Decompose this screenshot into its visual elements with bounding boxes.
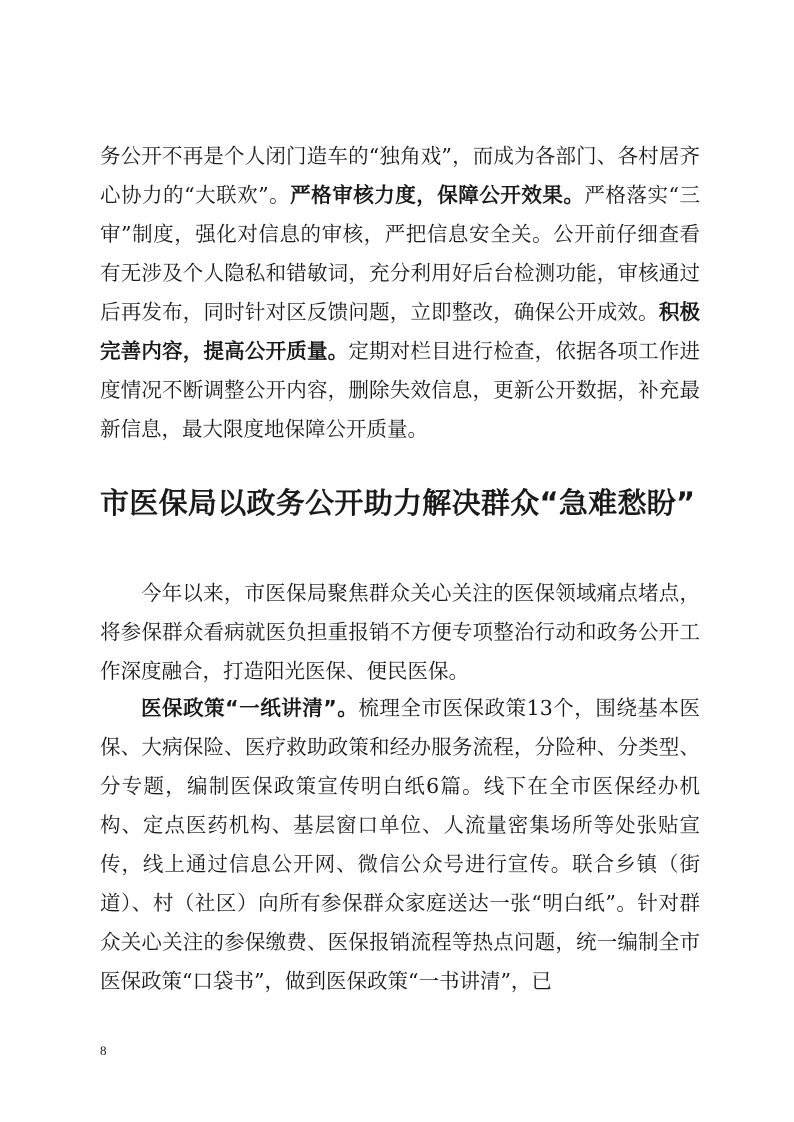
- paragraph-text: 务公开不再是个人闭门造车的“独角戏”，而成为各部门、各村居齐心协力的“大联欢”。: [100, 144, 700, 207]
- bold-subheading-improve-content: 积极完善内容，提高公开质量。: [100, 300, 701, 363]
- bold-subheading-strict-review: 严格审核力度，保障公开效果。: [290, 183, 585, 207]
- paragraph-text: 定期对栏目进行检查，依据各项工作进度情况不断调整公开内容，删除失效信息，更新公开数据，补充最新信息，最大限度地保障公开质量。: [100, 339, 701, 441]
- body-paragraph-intro: [100, 574, 700, 691]
- paragraph-text: 今年以来，市医保局聚焦群众关心关注的医保领域痛点堵点，将参保群众看病就医负担重报销不方便专项整治行动和政务公开工作深度融合，打造阳光医保、便民医保。: [100, 581, 700, 683]
- body-paragraph-disclosure-review: [100, 137, 700, 449]
- paragraph-text: 严格落实“三审”制度，强化对信息的审核，严把信息安全关。公开前仔细查看有无涉及个人隐私和错敏词，充分利用好后台检测功能，审核通过后再发布，同时针对区反馈问题，立即整改，确保公开成效。: [100, 183, 700, 324]
- page-number: 8: [100, 1043, 107, 1058]
- bold-subheading-policy-sheet: 医保政策“一纸讲清”。: [141, 696, 359, 720]
- paragraph-text: 梳理全市医保政策13个，围绕基本医保、大病保险、医疗救助政策和经办服务流程，分险种、分类型、分专题，编制医保政策宣传明白纸6篇。线下在全市医保经办机构、定点医药机构、基层窗口单位、人流量密集场所等处张贴宣传，线上通过信息公开网、微信公众号进行宣传。联合乡镇（街道）、村（社区）向所有参保群众家庭送达一张“明白纸”。针对群众关心关注的参保缴费、医保报销流程等热点问题，统一编制全市医保政策“口袋书”，做到医保政策“一书讲清”，已: [100, 696, 700, 993]
- section-heading: 市医保局以政务公开助力解决群众“急难愁盼”: [100, 486, 696, 520]
- body-paragraph-policy-explained: [100, 689, 700, 1001]
